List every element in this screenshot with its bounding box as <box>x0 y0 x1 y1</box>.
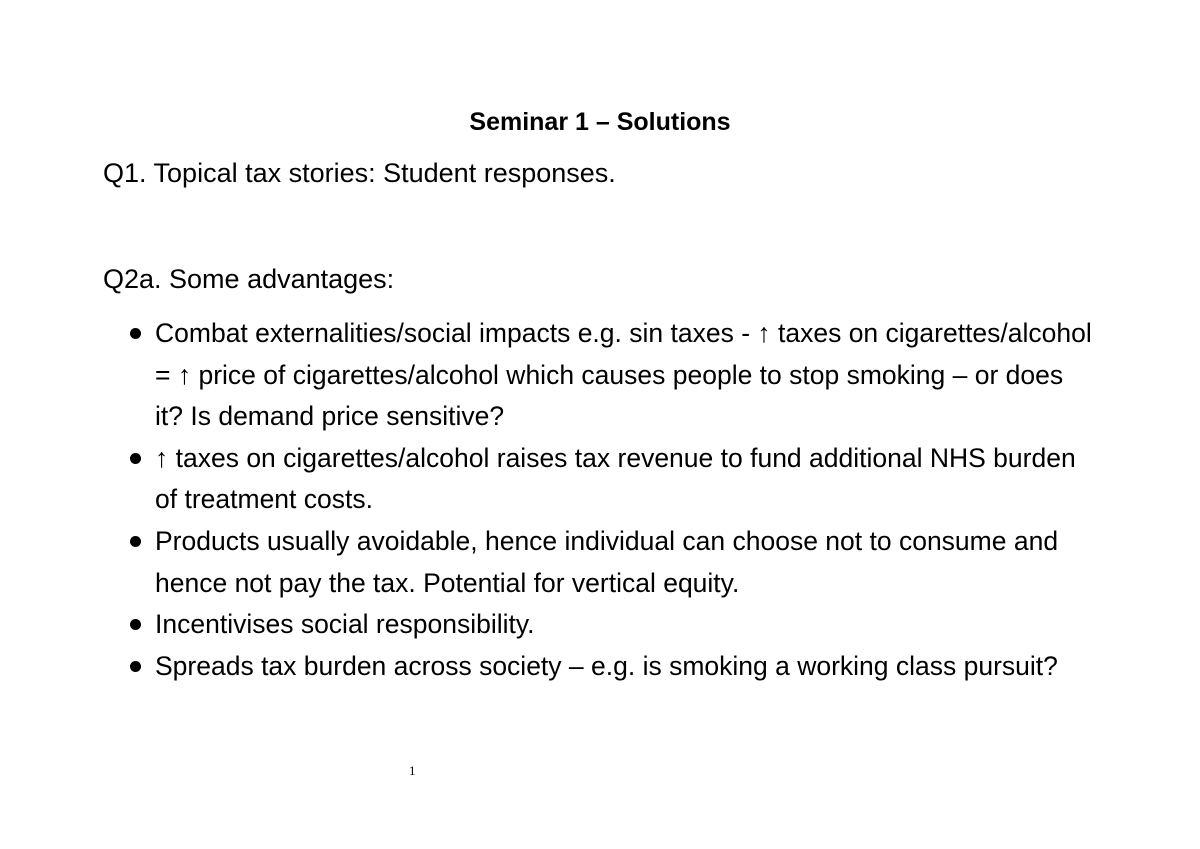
list-item <box>128 646 1098 688</box>
bullet-icon <box>130 536 141 547</box>
advantages-list <box>128 313 1098 687</box>
list-item-text: Products usually avoidable, hence individual can choose not to consume and hence not pay the tax. Potential for vertical equity. <box>155 525 1059 598</box>
list-item-text: Spreads tax burden across society – e.g. is smoking a working class pursuit? <box>155 650 1058 681</box>
list-item-text: Incentivises social responsibility. <box>155 609 535 640</box>
bullet-icon <box>130 619 141 630</box>
bullet-icon <box>130 661 141 672</box>
question-2a-heading: Q2a. Some advantages: <box>103 264 395 294</box>
list-item-text: ↑ taxes on cigarettes/alcohol raises tax revenue to fund additional NHS burden of treatment costs. <box>155 442 1076 515</box>
bullet-icon <box>130 328 141 339</box>
list-item <box>128 604 1098 646</box>
list-item <box>128 438 1098 521</box>
list-item-text: Combat externalities/social impacts e.g. sin taxes - ↑ taxes on cigarettes/alcohol = ↑ price of cigarettes/alcohol which causes people to stop smoking – or does it? Is demand price sensitive? <box>155 318 1092 432</box>
bullet-icon <box>130 453 141 464</box>
page-title: Seminar 1 – Solutions <box>469 108 731 136</box>
question-1-text: Q1. Topical tax stories: Student responses. <box>103 158 616 188</box>
list-item <box>128 521 1098 604</box>
page-number: 1 <box>409 763 416 778</box>
list-item <box>128 313 1098 438</box>
